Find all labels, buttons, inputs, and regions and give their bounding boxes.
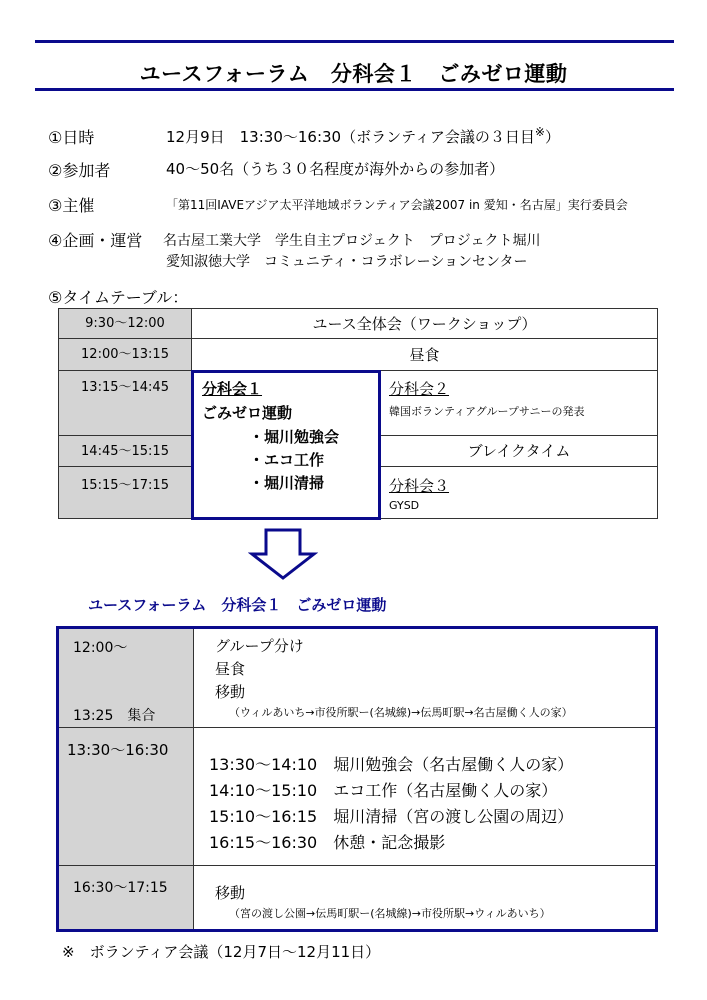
plan-value-1: 名古屋工業大学 学生自主プロジェクト プロジェクト堀川 <box>163 233 541 249</box>
session1-item: ・エコ工作 <box>249 451 325 469</box>
row-divider <box>59 727 655 728</box>
row2-item: 13:30～14:10 堀川勉強会（名古屋働く人の家） <box>209 755 574 774</box>
session1-box <box>191 370 381 520</box>
row1-item: 移動 <box>215 683 246 701</box>
row1-route: （ウィルあいち→市役所駅ー(名城線)→伝馬町駅→名古屋働く人の家） <box>229 706 573 719</box>
row1-gather-time: 13:25 集合 <box>73 708 156 724</box>
time-cell: 13:15～14:45 <box>58 370 192 436</box>
participants-label: ②参加者 <box>48 161 111 180</box>
timetable-label: ⑤タイムテーブル： <box>48 288 189 307</box>
row-divider <box>59 865 655 866</box>
lunch-cell: 昼食 <box>191 338 658 371</box>
page-title: ユースフォーラム 分科会１ ごみゼロ運動 <box>139 62 568 86</box>
detail-schedule <box>56 626 658 932</box>
session3-title: 分科会３ <box>389 477 450 495</box>
row1-item: 昼食 <box>215 660 246 678</box>
row2-item: 16:15～16:30 休憩・記念撮影 <box>209 833 446 852</box>
detail-title: ユースフォーラム 分科会１ ごみゼロ運動 <box>88 596 387 614</box>
time-cell: 14:45～15:15 <box>58 435 192 467</box>
down-arrow-icon <box>248 528 318 580</box>
session2-desc: 韓国ボランティアグループサニーの発表 <box>389 405 585 418</box>
session1-title: 分科会１ <box>202 380 263 398</box>
session1-item: ・堀川勉強会 <box>249 428 340 446</box>
row2-item: 15:10～16:15 堀川清掃（宮の渡し公園の周辺） <box>209 807 574 826</box>
session3-desc: GYSD <box>389 499 420 512</box>
time-cell: 9:30～12:00 <box>58 308 192 339</box>
host-value: 「第11回IAVEアジア太平洋地域ボランティア会議2007 in 愛知・名古屋」実行委員会 <box>166 198 628 212</box>
top-rule <box>35 40 674 43</box>
date-label: ①日時 <box>48 128 95 147</box>
row1-time: 12:00～ <box>73 640 128 656</box>
time-cell: 12:00～13:15 <box>58 338 192 371</box>
host-label: ③主催 <box>48 196 95 215</box>
session1-name: ごみゼロ運動 <box>202 404 293 422</box>
row3-route: （宮の渡し公園→伝馬町駅ー(名城線)→市役所駅→ウィルあいち） <box>229 907 551 920</box>
plan-label: ④企画・運営 <box>48 231 143 250</box>
plan-value-2: 愛知淑徳大学 コミュニティ・コラボレーションセンター <box>166 254 528 270</box>
row1-item: グループ分け <box>215 637 304 655</box>
row2-time: 13:30～16:30 <box>67 741 169 759</box>
date-value: 12月9日 13:30～16:30（ボランティア会議の３日目※） <box>166 125 560 146</box>
column-divider <box>193 629 194 929</box>
session1-item: ・堀川清掃 <box>249 474 325 492</box>
break-cell: ブレイクタイム <box>380 435 658 467</box>
session3-cell <box>380 466 658 519</box>
row3-time: 16:30～17:15 <box>73 880 168 896</box>
row2-item: 14:10～15:10 エコ工作（名古屋働く人の家） <box>209 781 558 800</box>
youth-all-cell: ユース全体会（ワークショップ） <box>191 308 658 339</box>
time-cell: 15:15～17:15 <box>58 466 192 519</box>
participants-value: 40～50名（うち３０名程度が海外からの参加者） <box>166 160 505 178</box>
session2-cell <box>380 370 658 436</box>
title-rule <box>35 88 674 91</box>
session2-title: 分科会２ <box>389 380 450 398</box>
footnote: ※ ボランティア会議（12月7日～12月11日） <box>62 943 381 961</box>
row3-item: 移動 <box>215 884 246 902</box>
